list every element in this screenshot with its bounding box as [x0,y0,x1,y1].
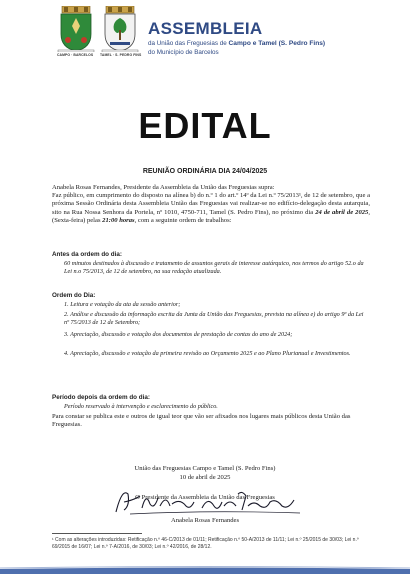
before-agenda-label: Antes da ordem do dia: [52,251,122,258]
header-subtitle-municipality: do Município de Barcelos [148,49,219,56]
footnote: ¹ Com as alterações introduzidas: Retificação n.º 46-C/2013 de 01/11; Retificação n.º 50-A/2013 de 11/11; Lei n.º 25/2015 de 30/03; Lei n.º 69/2015 de 16/07; Lei n.º 7-A/2016, de 30/03; Lei n.º 42/2016, de 28/12. [52,537,359,550]
agenda-item: 2. Análise e discussão da informação escrita da Junta da União das Freguesias, prevista na alínea e) do artigo 9º da Lei nº 75/2013 de 12 de Setembro; [64,311,364,326]
agenda-item: 3. Apreciação, discussão e votação dos documentos de prestação de contas do ano de 2024; [64,331,293,338]
after-agenda-text: Período reservado à intervenção e esclarecimento do público. [64,403,218,410]
footnote-divider [52,533,142,534]
meeting-heading: REUNIÃO ORDINÁRIA DIA 24/04/2025 [142,168,268,175]
agenda-label: Ordem do Dia: [52,292,96,299]
header-subtitle: da União das Freguesias de Campo e Tamel (S. Pedro Fins) [148,40,326,47]
crest-label-tamel: TAMEL · S. PEDRO FINS [100,53,142,57]
signature-name: Anabela Rosas Fernandes [170,517,240,524]
before-agenda-text: 60 minutos destinados à discussão e tratamento de assuntos gerais de interesse autárquico, nos termos do artigo 52.o da Lei n.o 75/2013, de 12 de setembro, na sua redação atualizada. [64,260,364,275]
after-agenda-label: Período depois da ordem do dia: [52,394,150,401]
crest-label-campo: CAMPO · BARCELOS [57,53,94,57]
agenda-item: 1. Leitura e votação da ata da sessão anterior; [64,301,181,308]
place-line: União das Freguesias Campo e Tamel (S. Pedro Fins) [134,465,276,472]
parish-crest-campo-icon [56,6,96,52]
footer-wave-bar [0,566,410,574]
announcement-paragraph: Faz público, em cumprimento do disposto na alínea b) do n.º 1 do art.º 14º da Lei n.º 75/2013¹, de 12 de setembro, que a próxima Sessão Ordinária desta Assembleia União das Freguesias vai realizar-se no edifício-delegação desta autarquia, sito na Rua Nossa Senhora da Portela, nº 1010, 4750-711, Tamel (S. Pedro Fins), no próximo dia 24 de abril de 2025, (Sexta-feira) pelas 21:00 horas, com a seguinte ordem de trabalhos: [52,192,370,224]
parish-crest-tamel-icon [100,6,140,52]
intro-paragraph: Anabela Rosas Fernandes, Presidente da Assembleia da União das Freguesias supra: [52,184,275,191]
document-title: EDITAL [138,105,272,146]
closing-paragraph: Para constar se publica este e outros de igual teor que vão ser afixados nos lugares mais públicos desta União das Freguesias. [52,413,351,429]
date-line: 10 de abril de 2025 [179,474,231,481]
signature-role: O Presidente da Assembleia da União das Freguesias [135,494,275,501]
handwritten-signature [110,484,310,518]
header-title: ASSEMBLEIA [148,19,263,38]
agenda-item: 4. Apreciação, discussão e votação da primeira revisão ao Orçamento 2025 e ao Plano Plurianual e Investimentos. [64,350,351,357]
